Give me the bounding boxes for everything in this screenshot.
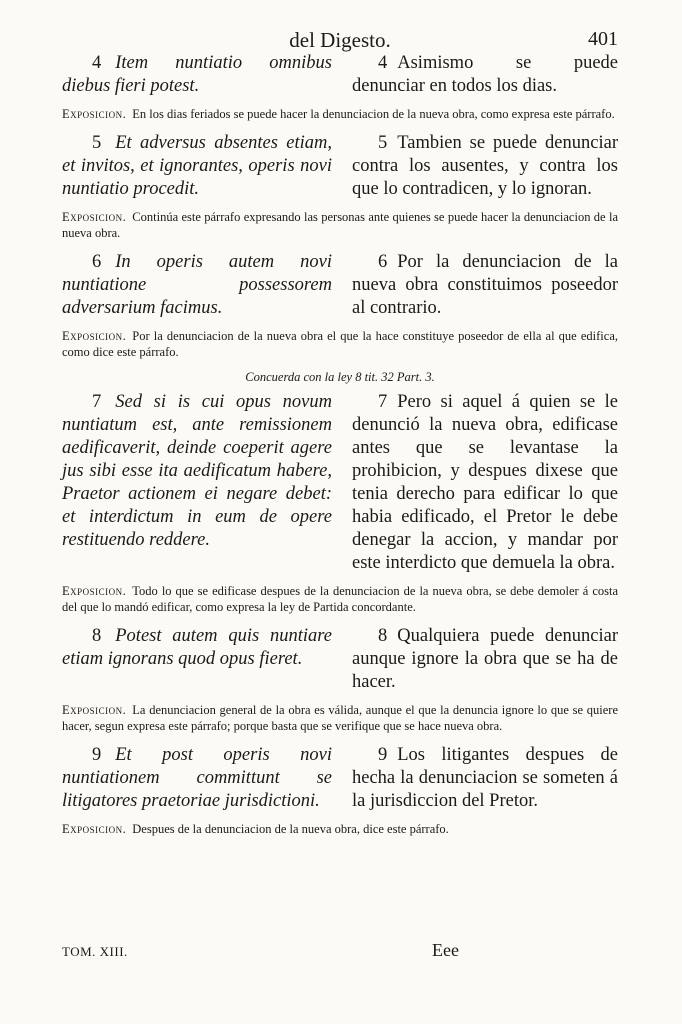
latin-text xyxy=(62,132,332,201)
spanish-body: Asimismo se puede denunciar en todos los dias. xyxy=(352,53,618,96)
section-number: 8 xyxy=(92,626,102,646)
section-number: 5 xyxy=(92,133,102,153)
exposition-label: Exposicion. xyxy=(62,107,127,121)
latin-body: Sed si is cui opus novum nuntiatum est, ante remissionem aedificaverit, deinde coeperit agere jus sibi esse ita aedificatum habere, Praetor actionem ei negare debet: et interdictum in eum de opere restituendo reddere. xyxy=(62,392,332,550)
exposition xyxy=(62,106,618,122)
exposition-label: Exposicion. xyxy=(62,822,127,836)
section-number: 5 xyxy=(378,133,388,153)
latin-text xyxy=(62,52,332,98)
running-header xyxy=(62,22,618,52)
section-number: 9 xyxy=(378,745,388,765)
section-number: 6 xyxy=(378,252,388,272)
exposition-body: Continúa este párrafo expresando las personas ante quienes se puede hacer la denunciacion de la nueva obra. xyxy=(62,210,618,240)
exposition-label: Exposicion. xyxy=(62,210,127,224)
spanish-text xyxy=(352,132,618,201)
section-7 xyxy=(62,391,618,575)
spanish-text xyxy=(352,391,618,575)
section-number: 7 xyxy=(378,392,388,412)
section-8 xyxy=(62,625,618,694)
latin-body: In operis autem novi nuntiatione possessorem adversarium facimus. xyxy=(62,252,332,318)
spanish-body: Los litigantes despues de hecha la denunciacion se someten á la jurisdiccion del Pretor. xyxy=(352,745,618,811)
exposition-label: Exposicion. xyxy=(62,329,127,343)
section-number: 9 xyxy=(92,745,102,765)
latin-text xyxy=(62,625,332,694)
volume-label: TOM. XIII. xyxy=(62,944,128,959)
exposition-body: La denunciacion general de la obra es válida, aunque el que la denuncia ignore lo que se quiere hacer, segun expresa este párrafo; porque basta que se verifique que se hace nueva obra. xyxy=(62,703,618,733)
spanish-body: Qualquiera puede denunciar aunque ignore la obra que se ha de hacer. xyxy=(352,626,618,692)
section-number: 4 xyxy=(378,53,388,73)
exposition xyxy=(62,328,618,360)
concordance-note: Concuerda con la ley 8 tit. 32 Part. 3. xyxy=(245,370,435,384)
latin-text xyxy=(62,251,332,320)
page-number: 401 xyxy=(588,28,618,50)
section-9 xyxy=(62,744,618,813)
exposition xyxy=(62,702,618,734)
page-title: del Digesto. xyxy=(289,28,391,52)
exposition xyxy=(62,209,618,241)
section-number: 7 xyxy=(92,392,102,412)
exposition xyxy=(62,583,618,615)
spanish-text xyxy=(352,744,618,813)
spanish-body: Por la denunciacion de la nueva obra constituimos poseedor al contrario. xyxy=(352,252,618,318)
spanish-body: Tambien se puede denunciar contra los ausentes, y contra los que lo contradicen, y lo ignoran. xyxy=(352,133,618,199)
document-page xyxy=(62,22,618,847)
latin-text xyxy=(62,391,332,575)
latin-body: Potest autem quis nuntiare etiam ignorans quod opus fieret. xyxy=(62,626,332,669)
section-number: 6 xyxy=(92,252,102,272)
exposition-body: Todo lo que se edificase despues de la denunciacion de la nueva obra, se debe demoler á costa del que lo mandó edificar, como expresa la ley de Partida concordante. xyxy=(62,584,618,614)
spanish-body: Pero si aquel á quien se le denunció la nueva obra, edificase antes que se levantase la prohibicion, y despues dixese que tenia derecho para edificar lo que habia edificado, el Pretor le debe denegar la accion, y mandar por este interdicto que demuela la obra. xyxy=(352,392,618,573)
exposition-label: Exposicion. xyxy=(62,584,127,598)
latin-body: Item nuntiatio omnibus diebus fieri potest. xyxy=(62,53,332,96)
latin-text xyxy=(62,744,332,813)
section-4 xyxy=(62,52,618,98)
exposition-label: Exposicion. xyxy=(62,703,127,717)
spanish-text xyxy=(352,625,618,694)
exposition-body: En los dias feriados se puede hacer la denunciacion de la nueva obra, como expresa este párrafo. xyxy=(132,107,615,121)
exposition xyxy=(62,821,618,837)
section-number: 8 xyxy=(378,626,388,646)
spanish-text xyxy=(352,52,618,98)
spanish-text xyxy=(352,251,618,320)
section-6 xyxy=(62,251,618,320)
section-5 xyxy=(62,132,618,201)
latin-body: Et post operis novi nuntiationem committunt se litigatores praetoriae jurisdictioni. xyxy=(62,745,332,811)
section-number: 4 xyxy=(92,53,102,73)
signature-mark: Eee xyxy=(432,940,459,960)
exposition-body: Despues de la denunciacion de la nueva obra, dice este párrafo. xyxy=(132,822,449,836)
exposition-body: Por la denunciacion de la nueva obra el que la hace constituye poseedor de ella al que edifica, como dice este párrafo. xyxy=(62,329,618,359)
latin-body: Et adversus absentes etiam, et invitos, et ignorantes, operis novi nuntiatio procedit. xyxy=(62,133,332,199)
